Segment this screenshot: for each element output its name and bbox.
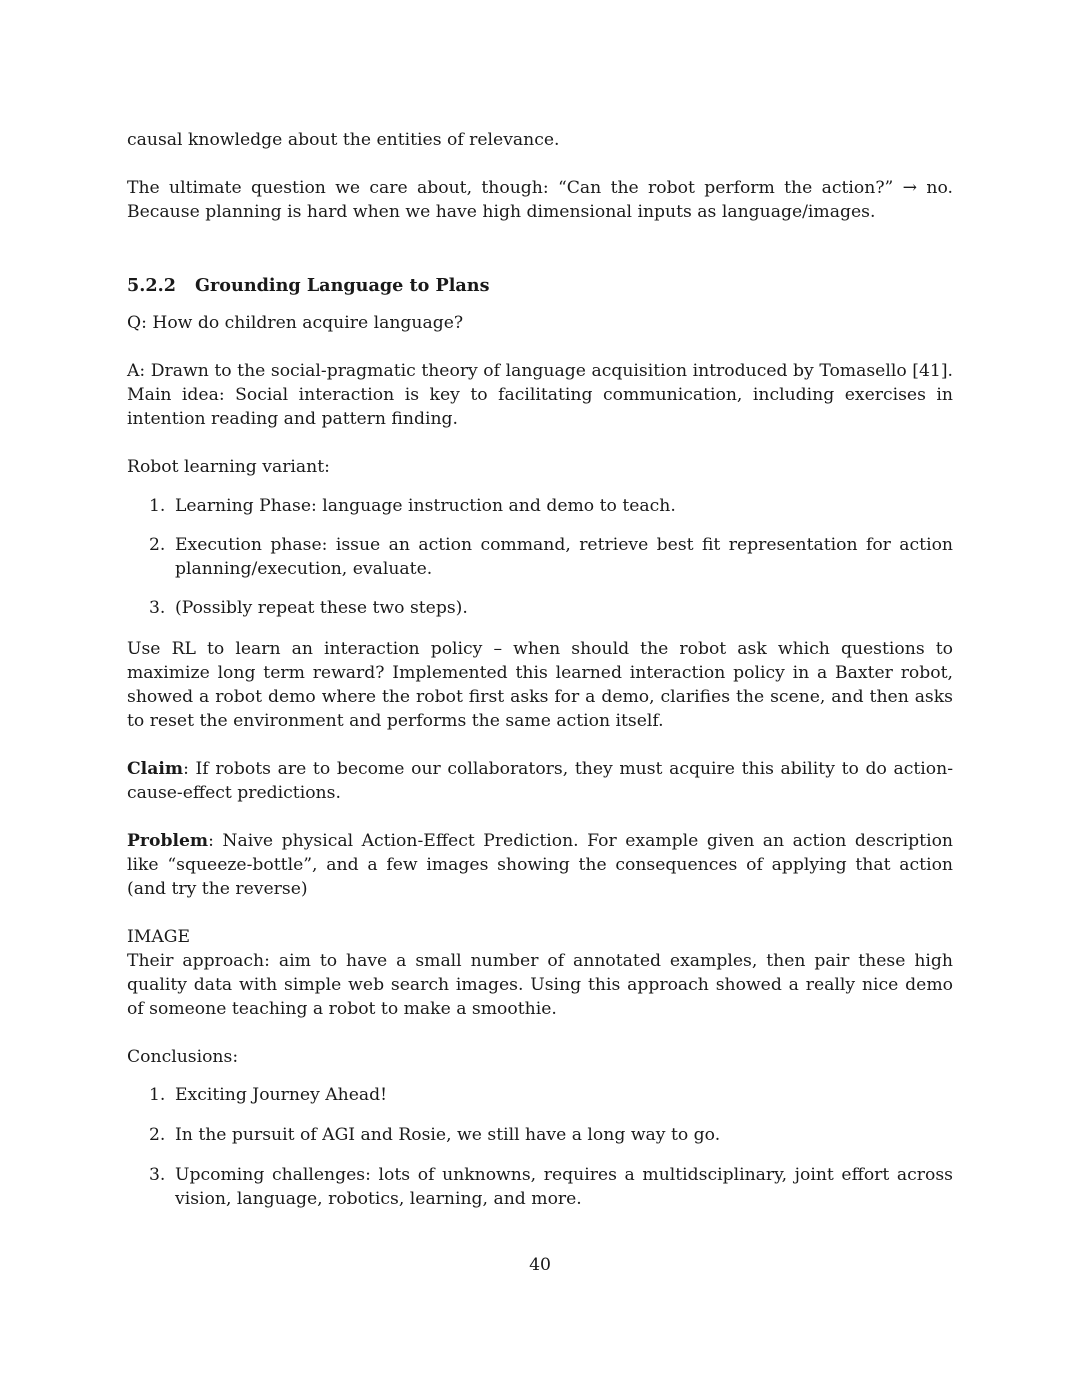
list-item-text: Exciting Journey Ahead!	[175, 1085, 388, 1105]
conclusions-list-block	[127, 1083, 953, 1211]
claim-text: : If robots are to become our collaborators, they must acquire this ability to do action-cause-effect predictions.	[127, 759, 953, 803]
list-marker: 2.	[149, 1125, 166, 1145]
section-number: 5.2.2	[127, 275, 176, 296]
body-block	[127, 637, 953, 1069]
claim-label: Claim	[127, 759, 184, 779]
list-item	[127, 1123, 953, 1147]
list-item	[127, 1163, 953, 1211]
list-item-text: In the pursuit of AGI and Rosie, we still have a long way to go.	[175, 1125, 721, 1145]
list-marker: 3.	[149, 598, 166, 618]
list-item-text: (Possibly repeat these two steps).	[175, 598, 468, 618]
list-item	[127, 596, 953, 620]
rl-paragraph: Use RL to learn an interaction policy – when should the robot ask which questions to maximize long term reward? Implemented this learned interaction policy in a Baxter robot, showed a robot demo where the robot first asks for a demo, clarifies the scene, and then asks to reset the environment and performs the same action itself.	[127, 639, 953, 731]
variant-intro: Robot learning variant:	[127, 457, 330, 477]
approach-paragraph: Their approach: aim to have a small number of annotated examples, then pair these high quality data with simple web search images. Using this approach showed a really nice demo of someone teaching a robot to make a smoothie.	[127, 951, 953, 1019]
page-number: 40	[529, 1255, 551, 1275]
section-heading	[127, 272, 490, 300]
answer-paragraph: A: Drawn to the social-pragmatic theory of language acquisition introduced by Tomasello [41]. Main idea: Social interaction is key to facilitating communication, including exercises in intention reading and pattern finding.	[127, 361, 953, 429]
list-item-text: Upcoming challenges: lots of unknowns, requires a multidsciplinary, joint effort across vision, language, robotics, learning, and more.	[175, 1165, 953, 1209]
problem-text: : Naive physical Action-Effect Prediction. For example given an action description like “squeeze-bottle”, and a few images showing the consequences of applying that action (and try the reverse)	[127, 831, 953, 899]
variant-list-block	[127, 494, 953, 620]
list-item	[127, 1083, 953, 1107]
list-marker: 2.	[149, 535, 166, 555]
claim-paragraph	[127, 757, 953, 805]
problem-label: Problem	[127, 831, 209, 851]
conclusions-list	[127, 1083, 953, 1211]
problem-paragraph	[127, 829, 953, 901]
list-marker: 1.	[149, 1085, 166, 1105]
list-item-text: Execution phase: issue an action command, retrieve best fit representation for action planning/execution, evaluate.	[175, 535, 953, 579]
list-item	[127, 533, 953, 581]
list-marker: 1.	[149, 496, 166, 516]
variant-list	[127, 494, 953, 620]
question-paragraph: Q: How do children acquire language?	[127, 313, 464, 333]
list-item-text: Learning Phase: language instruction and demo to teach.	[175, 496, 676, 516]
section-title: Grounding Language to Plans	[195, 275, 490, 296]
intro-paragraph: The ultimate question we care about, though: “Can the robot perform the action?” → no. Because planning is hard when we have high dimensional inputs as language/images.	[127, 178, 953, 222]
list-marker: 3.	[149, 1165, 166, 1185]
list-item	[127, 494, 953, 518]
intro-block	[127, 122, 953, 224]
intro-line: causal knowledge about the entities of relevance.	[127, 130, 560, 150]
image-placeholder-label: IMAGE	[127, 927, 191, 947]
conclusions-intro: Conclusions:	[127, 1047, 239, 1067]
qa-block	[127, 311, 953, 479]
